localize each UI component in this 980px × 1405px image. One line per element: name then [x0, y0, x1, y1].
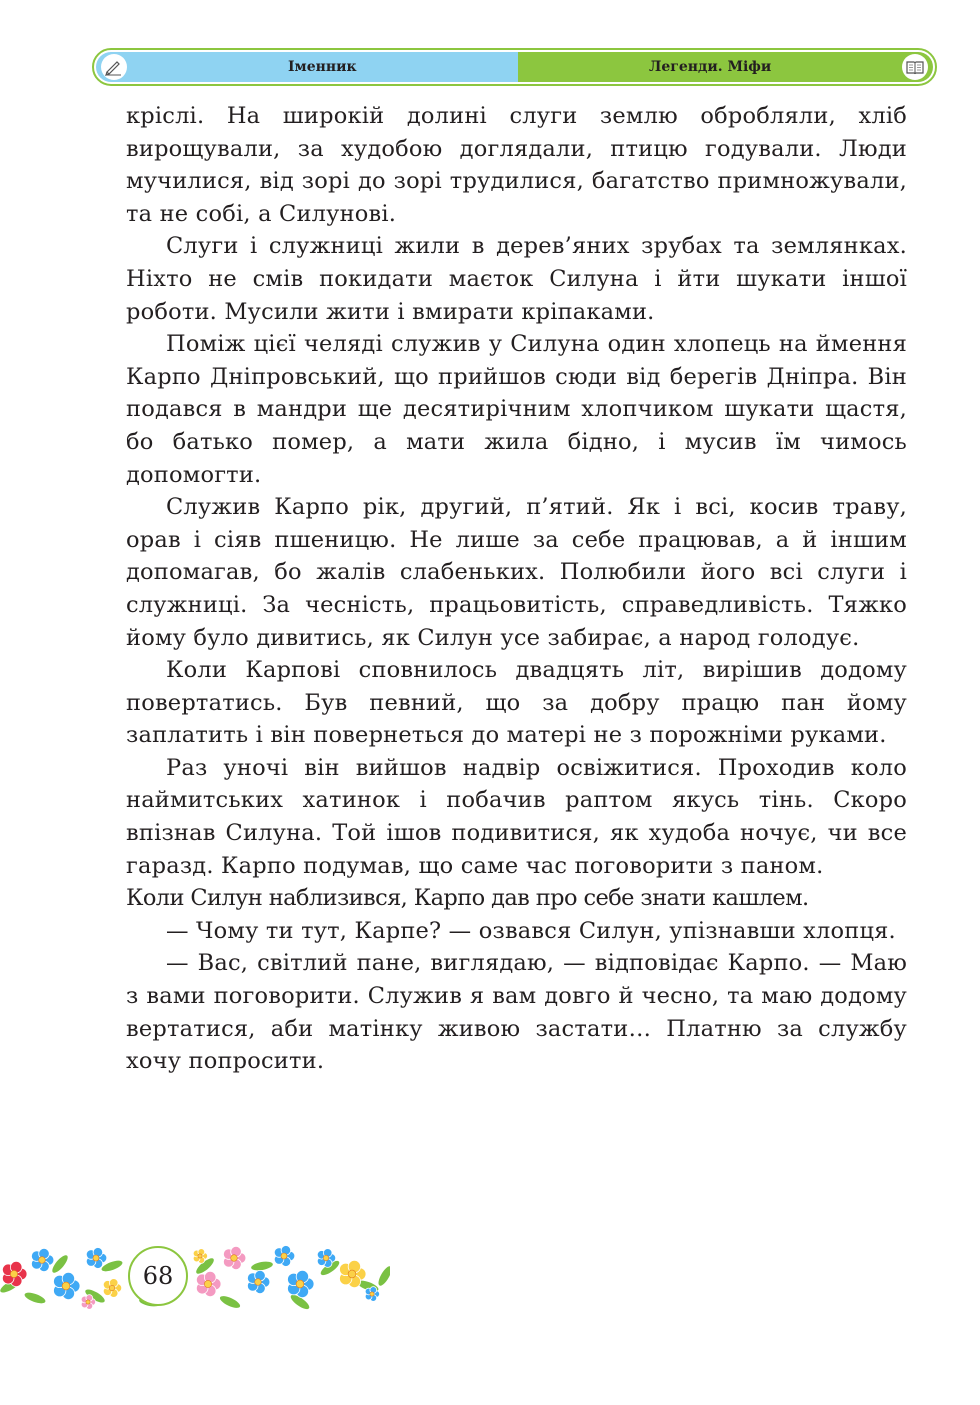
- flower-icon: [196, 1271, 221, 1296]
- flower-icon: [31, 1248, 54, 1271]
- flower-icon: [274, 1246, 295, 1267]
- dialogue-line: — Вас, світлий пане, виглядаю, — відповідає Карпо. — Маю з вами поговорити. Служив я вам довго й чесно, та маю додому вертатися, аби матінку живою застати… Платню за службу хочу попросити.: [126, 950, 907, 1075]
- flower-icon: [288, 1270, 314, 1297]
- leaf-icon: [250, 1260, 273, 1272]
- flower-icon: [103, 1279, 121, 1298]
- flower-icon: [247, 1270, 270, 1293]
- header-left-segment: [96, 52, 518, 82]
- page-number: 68: [128, 1246, 188, 1306]
- leaf-icon: [376, 1264, 390, 1287]
- paragraph: кріслі. На широкій долині слуги землю обробляли, хліб вирощували, за худобою доглядали, птицю годували. Люди мучилися, від зорі до зорі трудилися, багатство примножували, та не собі, а Силунові.: [126, 103, 907, 227]
- story-text: [126, 100, 907, 1078]
- paragraph: Коли Силун наблизився, Карпо дав про себе знати кашлем.: [126, 885, 809, 912]
- header-section-label: Легенди. Міфи: [649, 59, 772, 75]
- pen-icon: [101, 54, 127, 80]
- paragraph: Служив Карпо рік, другий, п’ятий. Як і всі, косив траву, орав і сіяв пшеницю. Не лише за себе працював, а й іншим допомагав, бо жалів слабеньких. Полюбили його всі слуги і служниці. За чесність, працьовитість, справедливість. Тяжко йому було дивитись, як Силун усе забирає, а народ голодує.: [126, 494, 907, 651]
- paragraph: Поміж цієї челяді служив у Силуна один хлопець на ймення Карпо Дніпровський, що прийшов сюди від берегів Дніпра. Він подався в мандри ще десятирічним хлопчиком шукати щастя, бо батько помер, а мати жила бідно, і мусив їм чимось допомогти.: [126, 331, 907, 488]
- section-header-bar: [92, 48, 937, 86]
- flower-icon: [223, 1246, 246, 1269]
- header-topic-label: Іменник: [288, 59, 357, 75]
- leaf-icon: [23, 1290, 46, 1305]
- flower-icon: [2, 1261, 27, 1286]
- paragraph: Слуги і служниці жили в дерев’яних зрубах та землянках. Ніхто не смів покидати маєток Силуна і йти шукати іншої роботи. Мусили жити і вмирати кріпаками.: [126, 233, 907, 325]
- paragraph: Раз уночі він вийшов надвір освіжитися. Проходив коло наймитських хатинок і побачив раптом якусь тінь. Скоро впізнав Силуна. Той ішов подивитися, як худоба ночує, чи все гаразд. Карпо подумав, що саме час поговорити з паном.: [126, 754, 907, 879]
- flower-icon: [86, 1248, 107, 1269]
- leaf-icon: [218, 1294, 241, 1311]
- flower-border: [0, 1236, 390, 1316]
- paragraph: Коли Карпові сповнилось двадцять літ, вирішив додому повертатись. Був певний, що за добру працю пан йому заплатить і він повернеться до матері не з порожніми руками.: [126, 657, 907, 749]
- header-right-segment: [518, 52, 933, 82]
- dialogue-line: — Чому ти тут, Карпе? — озвався Силун, упізнавши хлопця.: [166, 917, 896, 944]
- flower-icon: [54, 1272, 81, 1299]
- book-icon: [902, 54, 928, 80]
